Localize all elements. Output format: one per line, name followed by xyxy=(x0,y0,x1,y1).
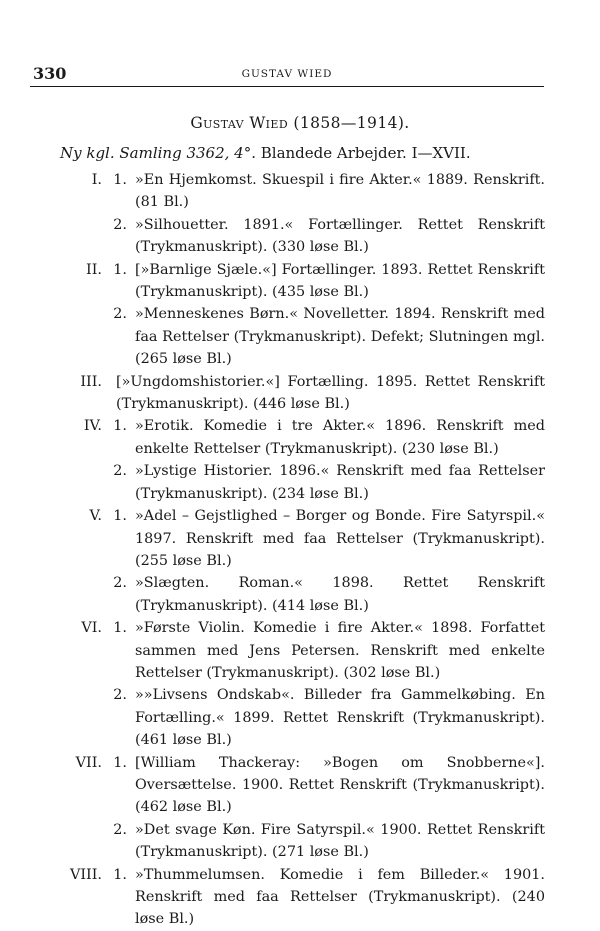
entry-number: 1. xyxy=(113,620,127,637)
list-item xyxy=(0,371,600,416)
entry-text: [»Ungdomshistorier.«] Fortælling. 1895. Rettet Renskrift (Trykmanuskript). (446 løse Bl.) xyxy=(116,373,545,413)
entry-text: »En Hjemkomst. Skuespil i fire Akter.« 1889. Renskrift. (81 Bl.) xyxy=(135,172,545,211)
entry-text: »Første Violin. Komedie i fire Akter.« 1898. Forfattet sammen med Jens Petersen. Renskrift med enkelte Rettelser (Trykmanuskript). (302 løse Bl.) xyxy=(135,620,545,681)
entry-number: 1. xyxy=(113,261,127,278)
entry-number: 1. xyxy=(113,754,127,771)
list-item xyxy=(0,460,600,505)
entry-number: 1. xyxy=(113,418,127,435)
section-title xyxy=(0,114,600,132)
entry-roman-numeral: III. xyxy=(80,373,102,390)
collection-ref-text: Blandede Arbejder. I—XVII. xyxy=(255,144,471,162)
list-item xyxy=(0,752,600,819)
list-item xyxy=(0,214,600,259)
entry-number: 2. xyxy=(113,463,127,480)
entry-number: 2. xyxy=(113,306,127,323)
entry-roman-numeral: I. xyxy=(91,172,102,188)
entry-text: [William Thackeray: »Bogen om Snobberne«]. Oversættelse. 1900. Rettet Renskrift (Trykmanuskript). (462 løse Bl.) xyxy=(135,754,545,816)
entry-text: »Lystige Historier. 1896.« Renskrift med faa Rettelser (Trykmanuskript). (234 løse Bl.) xyxy=(135,463,545,502)
entry-text: »Slægten. Roman.« 1898. Rettet Renskrift (Trykmanuskript). (414 løse Bl.) xyxy=(135,575,545,614)
list-item xyxy=(0,819,600,864)
list-item xyxy=(0,303,600,370)
entry-text: »Det svage Køn. Fire Satyrspil.« 1900. Rettet Renskrift (Trykmanuskript). (271 løse Bl.) xyxy=(135,821,545,861)
entry-text: »Silhouetter. 1891.« Fortællinger. Rettet Renskrift (Trykmanuskript). (330 løse Bl.) xyxy=(135,216,545,256)
list-item xyxy=(0,572,600,617)
entry-text: »Erotik. Komedie i tre Akter.« 1896. Renskrift med enkelte Rettelser (Trykmanuskript). (230 løse Bl.) xyxy=(135,418,545,457)
entry-text: »Thummelumsen. Komedie i fem Billeder.« 1901. Renskrift med faa Rettelser (Trykmanuskript). (240 løse Bl.) xyxy=(135,866,545,928)
running-header xyxy=(30,64,544,87)
entry-number: 2. xyxy=(113,821,127,838)
running-title: GUSTAV WIED xyxy=(241,68,333,80)
page-number: 330 xyxy=(33,64,67,83)
entry-roman-numeral: VIII. xyxy=(69,866,102,883)
author-years: (1858—1914). xyxy=(293,114,410,132)
list-item xyxy=(0,617,600,684)
list-item xyxy=(0,415,600,460)
entry-number: 2. xyxy=(113,687,127,704)
collection-ref-italic: Ny kgl. Samling 3362, 4°. xyxy=(60,144,256,162)
entry-number: 1. xyxy=(113,172,127,188)
entry-number: 1. xyxy=(113,866,127,883)
entry-text: »Menneskenes Børn.« Novelletter. 1894. Renskrift med faa Rettelser (Trykmanuskript). Defekt; Slutningen mgl. (265 løse Bl.) xyxy=(135,306,545,368)
entry-number: 2. xyxy=(113,575,127,592)
entry-roman-numeral: II. xyxy=(86,261,102,278)
author-name: Gustav Wied xyxy=(190,114,289,132)
collection-reference xyxy=(60,144,471,162)
entry-number: 2. xyxy=(113,216,127,233)
entry-number: 1. xyxy=(113,508,127,525)
entry-text: »Adel – Gejstlighed – Borger og Bonde. Fire Satyrspil.« 1897. Renskrift med faa Rettelser (Trykmanuskript). (255 løse Bl.) xyxy=(135,508,545,569)
entry-roman-numeral: V. xyxy=(89,508,102,525)
entry-text: »»Livsens Ondskab«. Billeder fra Gammelkøbing. En Fortælling.« 1899. Rettet Renskrift (Trykmanuskript). (461 løse Bl.) xyxy=(135,687,545,749)
list-item xyxy=(0,505,600,572)
entry-text: [»Barnlige Sjæle.«] Fortællinger. 1893. Rettet Renskrift (Trykmanuskript). (435 løse Bl.) xyxy=(135,261,545,301)
list-item xyxy=(0,259,600,304)
list-item xyxy=(0,169,600,214)
entry-roman-numeral: VI. xyxy=(81,620,102,637)
entry-roman-numeral: VII. xyxy=(75,754,102,771)
entry-list xyxy=(0,169,600,931)
list-item xyxy=(0,864,600,931)
entry-roman-numeral: IV. xyxy=(83,418,102,435)
list-item xyxy=(0,684,600,751)
